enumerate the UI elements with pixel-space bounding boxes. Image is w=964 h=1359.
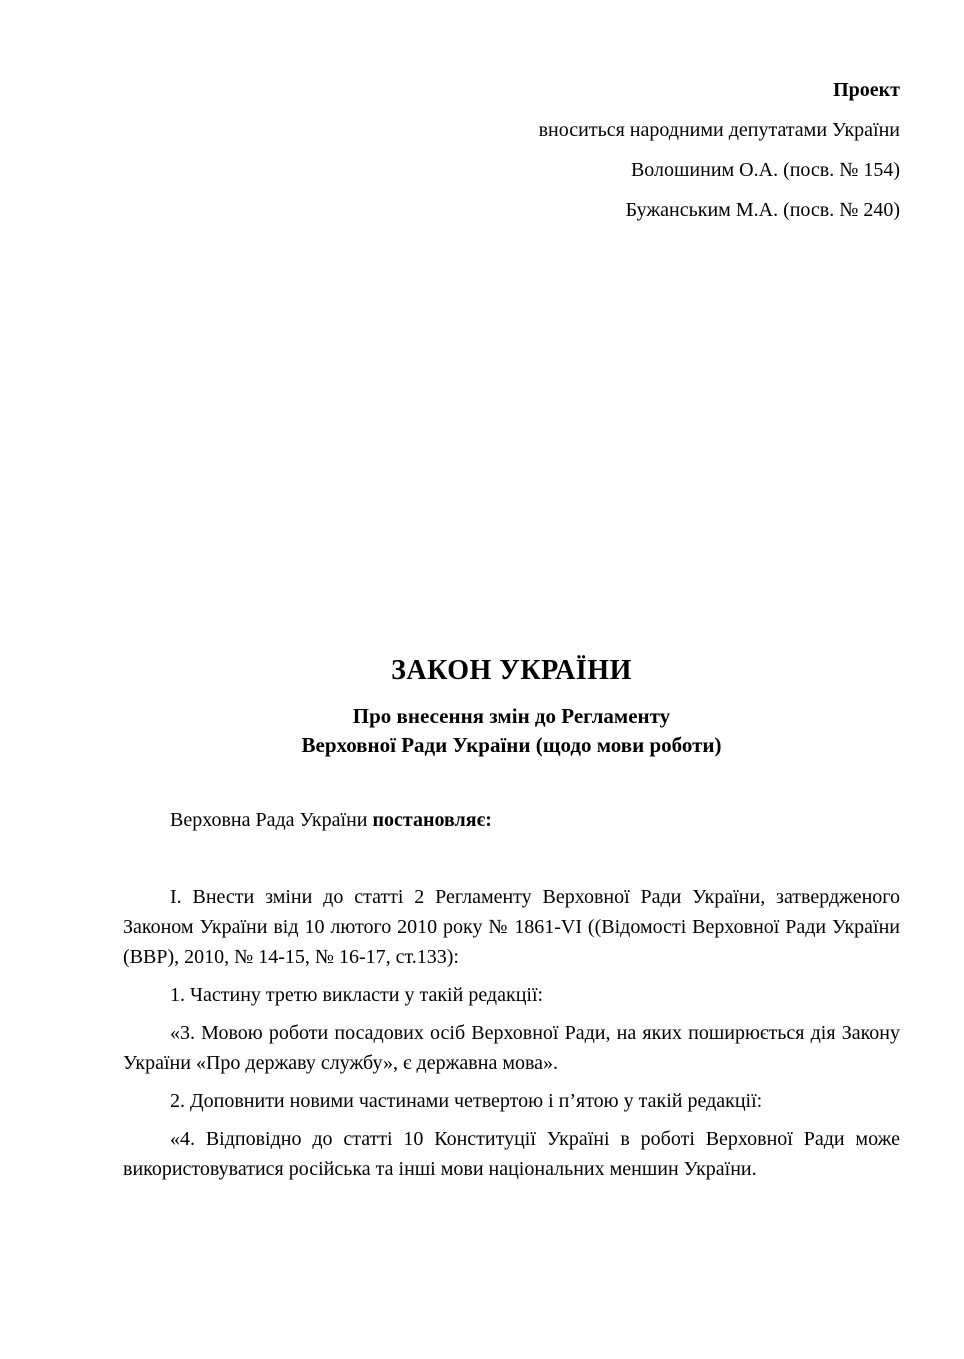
body-paragraph: 1. Частину третю викласти у такій редакції:: [170, 984, 544, 1006]
project-label: Проект: [833, 79, 900, 101]
law-subtitle-line: Верховної Ради України (щодо мови роботи): [301, 733, 722, 757]
preamble-normal-text: Верховна Рада України: [170, 809, 373, 831]
law-subtitle: [123, 702, 900, 760]
body-paragraph: «4. Відповідно до статті 10 Конституції Україні в роботі Верховної Ради може використовуватися російська та інші мови національних меншин України.: [123, 1128, 900, 1180]
body-paragraph: «3. Мовою роботи посадових осіб Верховної Ради, на яких поширюється дія Закону України «Про державу службу», є державна мова».: [123, 1022, 900, 1074]
body-paragraph: І. Внести зміни до статті 2 Регламенту Верховної Ради України, затвердженого Законом України від 10 лютого 2010 року № 1861-VI ((Відомості Верховної Ради України (ВВР), 2010, № 14-15, № 16-17, ст.133):: [123, 886, 900, 968]
document-body: [123, 882, 900, 1184]
law-subtitle-line: Про внесення змін до Регламенту: [352, 704, 671, 728]
preamble-line: [123, 805, 900, 835]
preamble-bold-text: постановляє:: [372, 809, 492, 831]
deputy-line: Бужанським М.А. (посв. № 240): [625, 199, 900, 221]
law-title: ЗАКОН УКРАЇНИ: [391, 655, 632, 686]
document-header: [0, 0, 964, 230]
body-paragraph: 2. Доповнити новими частинами четвертою і п’ятою у такій редакції:: [170, 1090, 763, 1112]
submitted-by-line: вноситься народними депутатами України: [538, 119, 900, 141]
title-block: [123, 654, 900, 760]
deputy-line: Волошиним О.А. (посв. № 154): [630, 159, 900, 181]
